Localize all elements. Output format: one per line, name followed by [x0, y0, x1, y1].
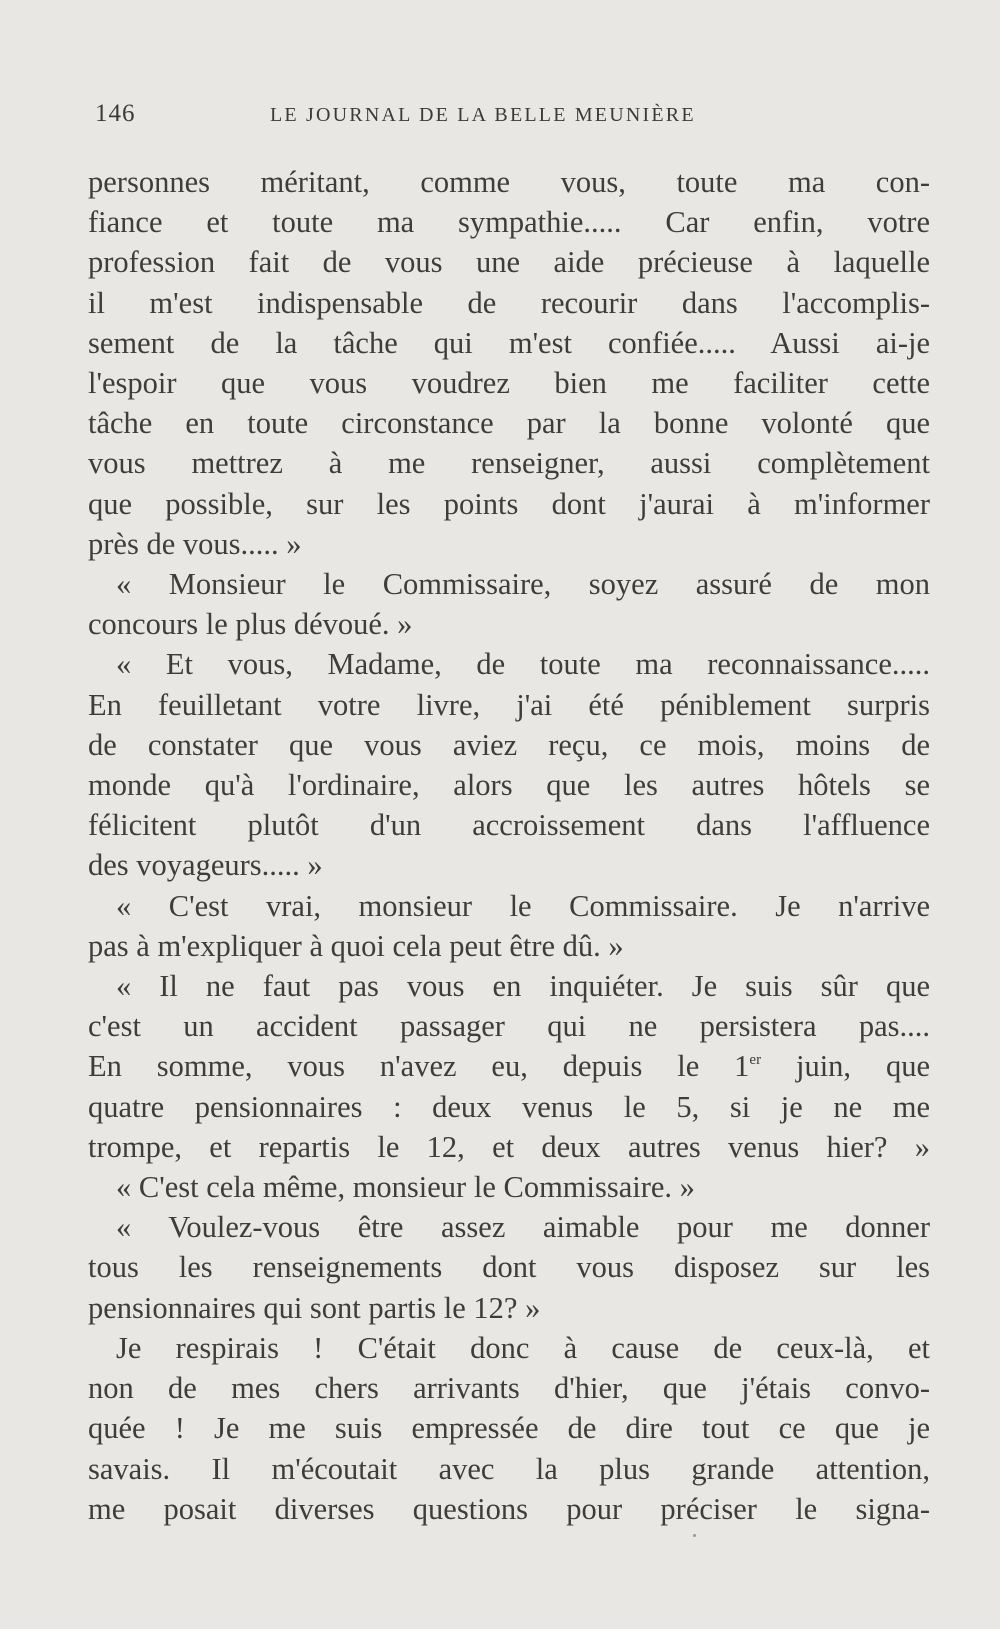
text-line: personnes méritant, comme vous, toute ma con- — [88, 165, 930, 199]
text-segment: juin, que — [761, 1049, 930, 1084]
text-line: profession fait de vous une aide précieuse à laquelle — [88, 245, 930, 280]
print-speck — [693, 1534, 696, 1537]
text-line: « Il ne faut pas vous en inquiéter. Je suis sûr que — [116, 969, 930, 1004]
text-line: tâche en toute circonstance par la bonne volonté que — [88, 406, 930, 441]
text-line: vous mettrez à me renseigner, aussi complètement — [88, 446, 930, 481]
text-line: « Monsieur le Commissaire, soyez assuré de mon — [116, 567, 930, 602]
text-line: des voyageurs..... » — [88, 848, 323, 883]
text-line: pensionnaires qui sont partis le 12? » — [88, 1290, 541, 1325]
text-line — [88, 1046, 930, 1086]
text-line: En feuilletant votre livre, j'ai été péniblement surpris — [88, 687, 930, 722]
running-title: LE JOURNAL DE LA BELLE MEUNIÈRE — [270, 104, 696, 126]
text-line: « Voulez-vous être assez aimable pour me donner — [116, 1210, 930, 1245]
text-line: quatre pensionnaires : deux venus le 5, si je ne me — [88, 1089, 930, 1124]
ordinal-superscript: er — [749, 1052, 762, 1069]
text-line: trompe, et repartis le 12, et deux autres venus hier? » — [88, 1129, 930, 1164]
text-line: me posait diverses questions pour préciser le signa- — [88, 1491, 930, 1526]
text-line: « Et vous, Madame, de toute ma reconnaissance..... — [116, 647, 930, 682]
text-line: non de mes chers arrivants d'hier, que j'étais convo- — [88, 1371, 930, 1406]
text-line: « C'est cela même, monsieur le Commissaire. » — [116, 1170, 695, 1205]
text-line: tous les renseignements dont vous disposez sur les — [88, 1250, 930, 1285]
text-line: concours le plus dévoué. » — [88, 607, 413, 642]
text-line: que possible, sur les points dont j'aurai à m'informer — [88, 486, 930, 521]
page-header — [95, 100, 930, 136]
text-line: l'espoir que vous voudrez bien me faciliter cette — [88, 366, 930, 401]
text-line: de constater que vous aviez reçu, ce mois, moins de — [88, 727, 930, 762]
text-segment: En somme, vous n'avez eu, depuis le 1 — [88, 1049, 750, 1084]
text-line: sement de la tâche qui m'est confiée..... Aussi ai-je — [88, 325, 930, 360]
page-number: 146 — [95, 100, 136, 127]
text-line: près de vous..... » — [88, 526, 302, 561]
text-line: monde qu'à l'ordinaire, alors que les autres hôtels se — [88, 768, 930, 803]
text-line: il m'est indispensable de recourir dans l'accomplis- — [88, 285, 930, 320]
text-line: félicitent plutôt d'un accroissement dans l'affluence — [88, 808, 930, 843]
text-line: c'est un accident passager qui ne persistera pas.... — [88, 1009, 930, 1044]
text-line: quée ! Je me suis empressée de dire tout ce que je — [88, 1411, 930, 1446]
text-line: fiance et toute ma sympathie..... Car enfin, votre — [88, 205, 930, 240]
text-line: pas à m'expliquer à quoi cela peut être dû. » — [88, 928, 624, 963]
body-text — [88, 162, 930, 1529]
text-line: « C'est vrai, monsieur le Commissaire. Je n'arrive — [116, 888, 930, 923]
text-line: Je respirais ! C'était donc à cause de ceux-là, et — [116, 1330, 930, 1365]
text-line: savais. Il m'écoutait avec la plus grande attention, — [88, 1451, 930, 1486]
